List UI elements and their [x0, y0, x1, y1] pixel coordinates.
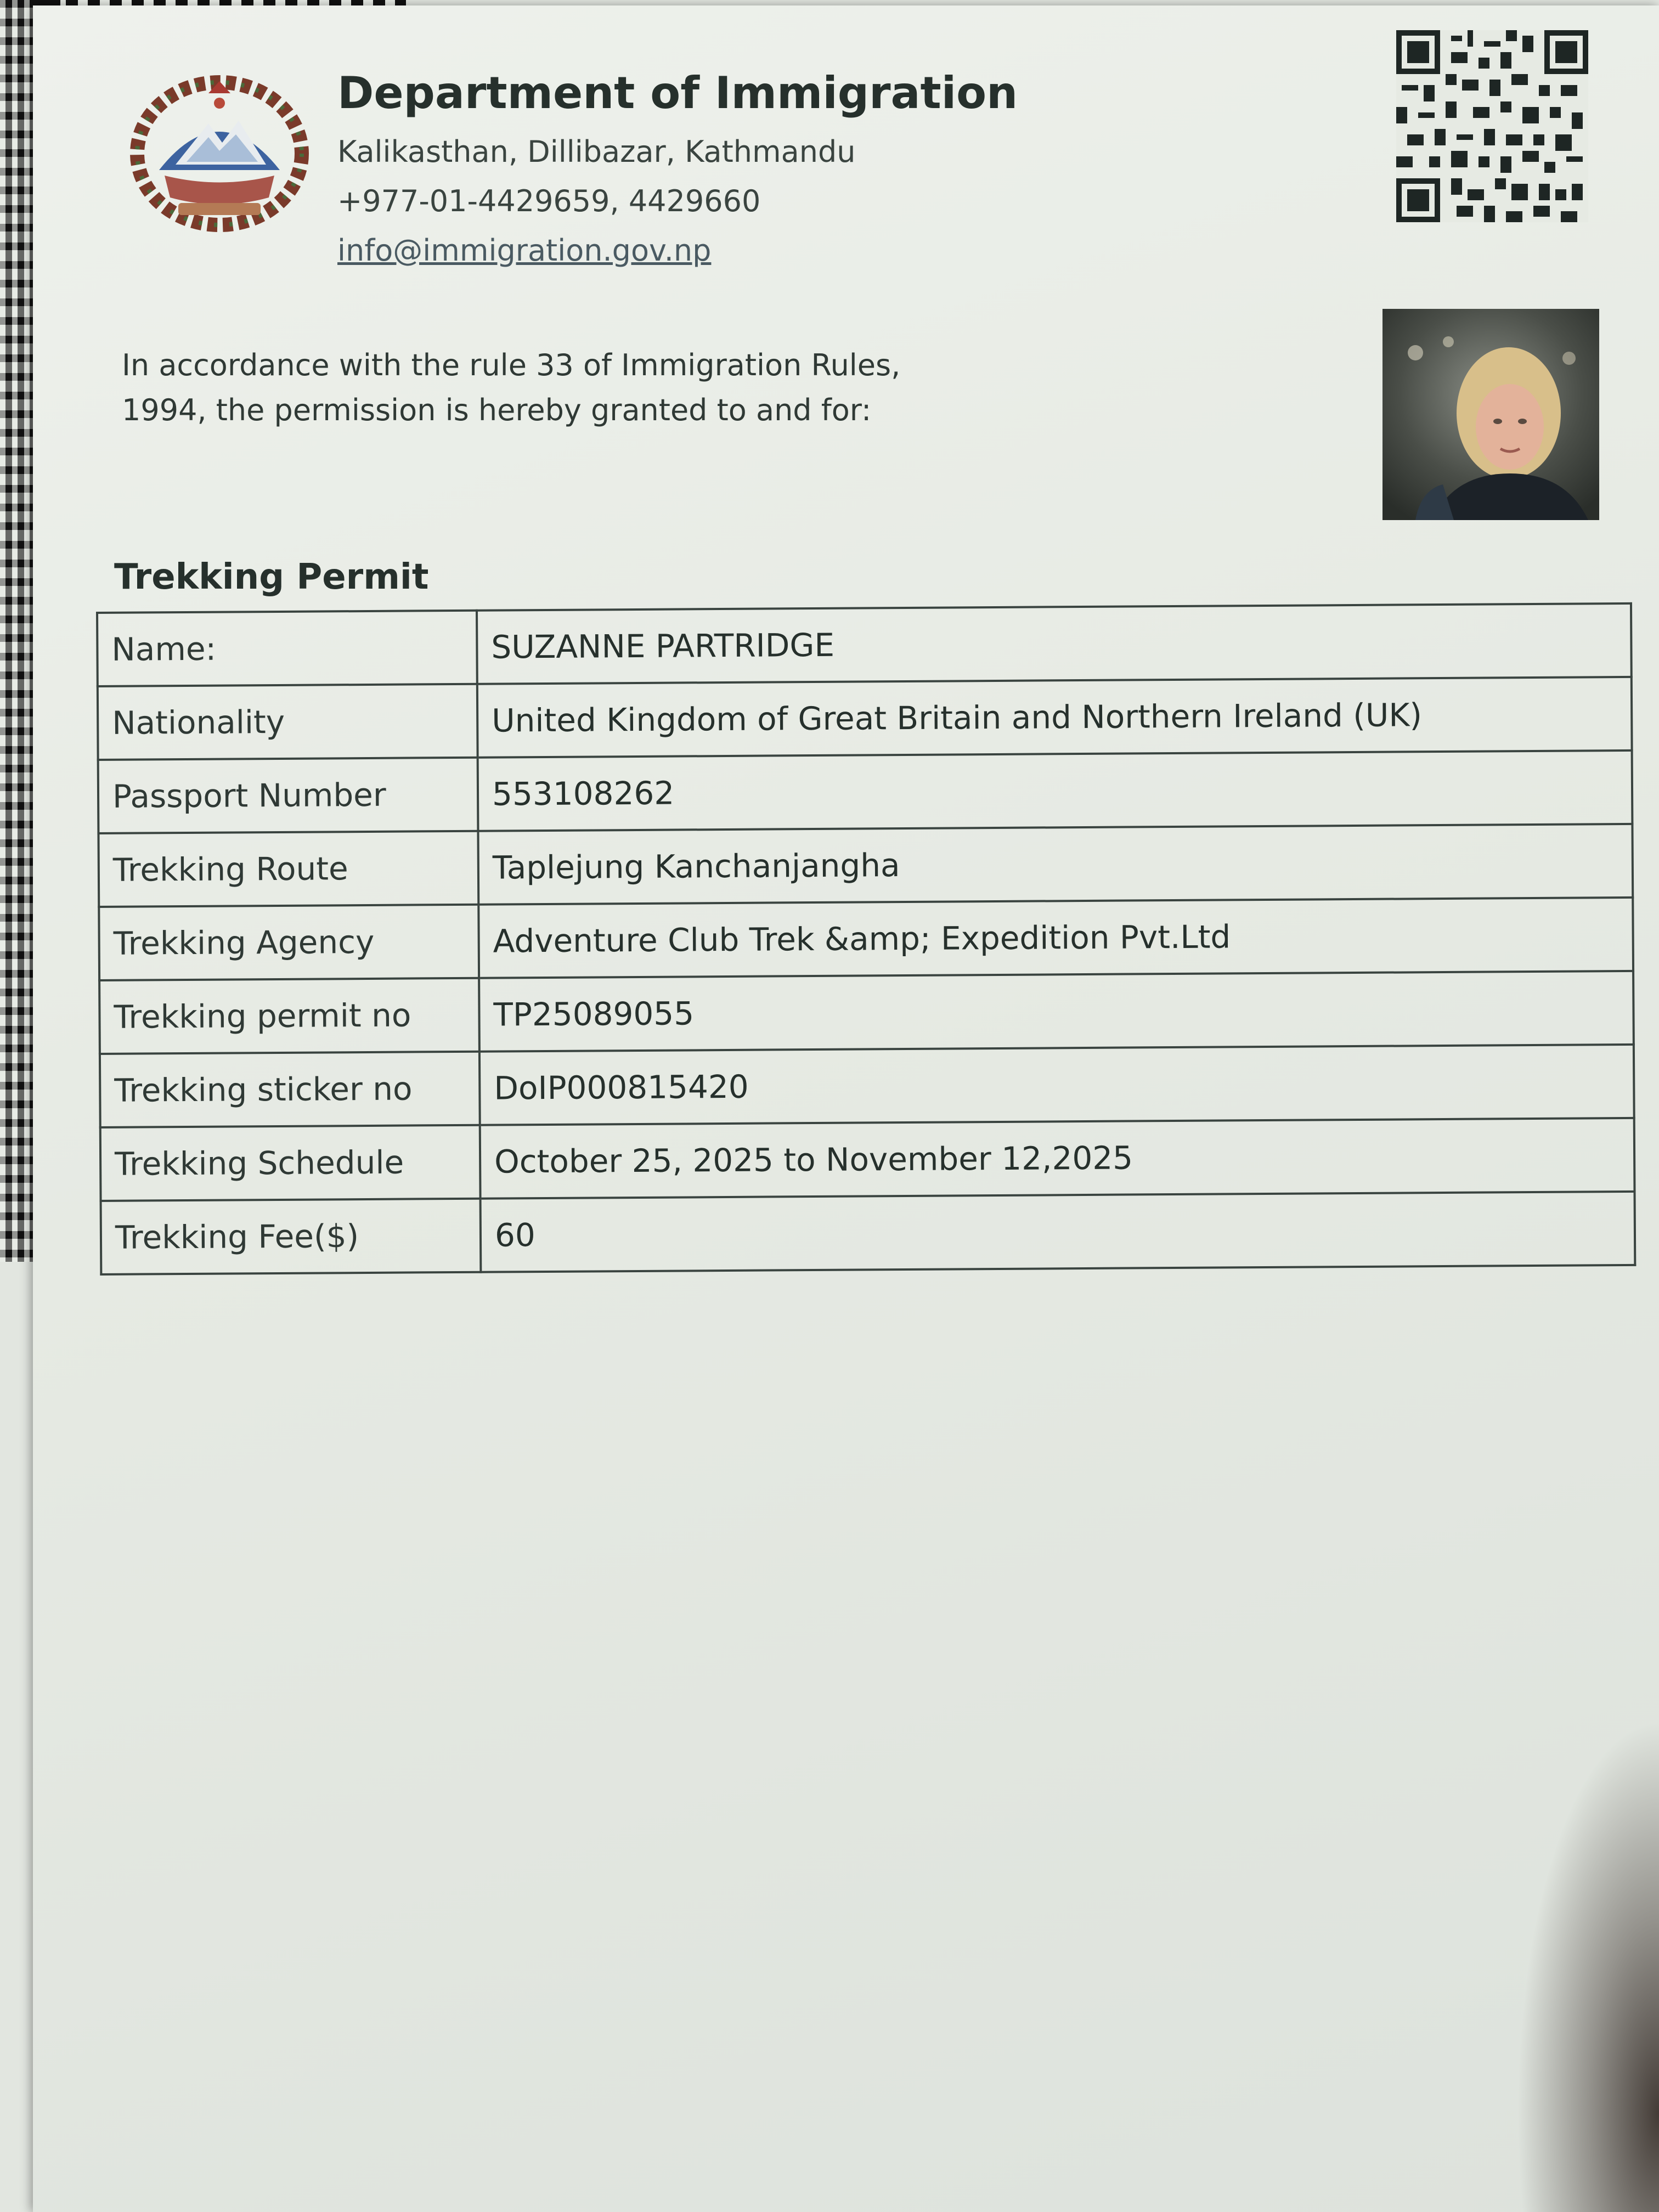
row-label-route: Trekking Route — [98, 831, 478, 907]
row-label-passport: Passport Number — [98, 758, 478, 833]
department-title: Department of Immigration — [337, 67, 1018, 119]
row-label-schedule: Trekking Schedule — [100, 1125, 481, 1201]
table-row — [98, 677, 1632, 760]
row-value-nationality: United Kingdom of Great Britain and Northern Ireland (UK) — [477, 677, 1632, 758]
nepal-emblem-icon — [126, 71, 313, 236]
holder-photo-portrait — [1383, 309, 1599, 520]
row-value-fee: 60 — [481, 1192, 1635, 1272]
background-fabric-overlay — [0, 0, 33, 1262]
row-label-fee: Trekking Fee($) — [101, 1199, 481, 1274]
row-value-permit-no: TP25089055 — [479, 971, 1634, 1052]
department-phone: +977-01-4429659, 4429660 — [337, 184, 761, 218]
permit-table — [96, 602, 1636, 1276]
row-label-name: Name: — [97, 611, 477, 686]
permit-title: Trekking Permit — [114, 557, 429, 597]
qr-code-icon — [1396, 30, 1588, 222]
holder-photo — [1383, 309, 1599, 520]
intro-text — [122, 343, 1000, 433]
table-row — [98, 751, 1633, 833]
table-row — [98, 824, 1633, 907]
row-value-passport: 553108262 — [478, 751, 1633, 831]
row-label-agency: Trekking Agency — [99, 905, 479, 980]
row-value-route: Taplejung Kanchanjangha — [478, 824, 1633, 905]
table-row — [101, 1192, 1635, 1274]
intro-line-2: 1994, the permission is hereby granted to and for: — [122, 393, 872, 427]
row-value-schedule: October 25, 2025 to November 12,2025 — [480, 1118, 1635, 1199]
department-address: Kalikasthan, Dillibazar, Kathmandu — [337, 134, 856, 169]
department-email-link[interactable]: info@immigration.gov.np — [337, 233, 712, 268]
row-label-nationality: Nationality — [98, 684, 478, 760]
table-row — [99, 971, 1634, 1054]
row-value-sticker-no: DoIP000815420 — [479, 1045, 1634, 1125]
header — [337, 67, 1018, 268]
table-row — [100, 1045, 1634, 1127]
row-label-sticker-no: Trekking sticker no — [100, 1052, 480, 1127]
row-label-permit-no: Trekking permit no — [99, 978, 479, 1054]
row-value-agency: Adventure Club Trek &amp; Expedition Pvt.Ltd — [478, 898, 1633, 978]
paper-shadow — [1516, 1718, 1659, 2212]
row-value-name: SUZANNE PARTRIDGE — [477, 603, 1632, 684]
table-row — [100, 1118, 1635, 1201]
table-row — [97, 603, 1632, 686]
intro-line-1: In accordance with the rule 33 of Immigration Rules, — [122, 348, 901, 382]
table-row — [99, 898, 1633, 980]
